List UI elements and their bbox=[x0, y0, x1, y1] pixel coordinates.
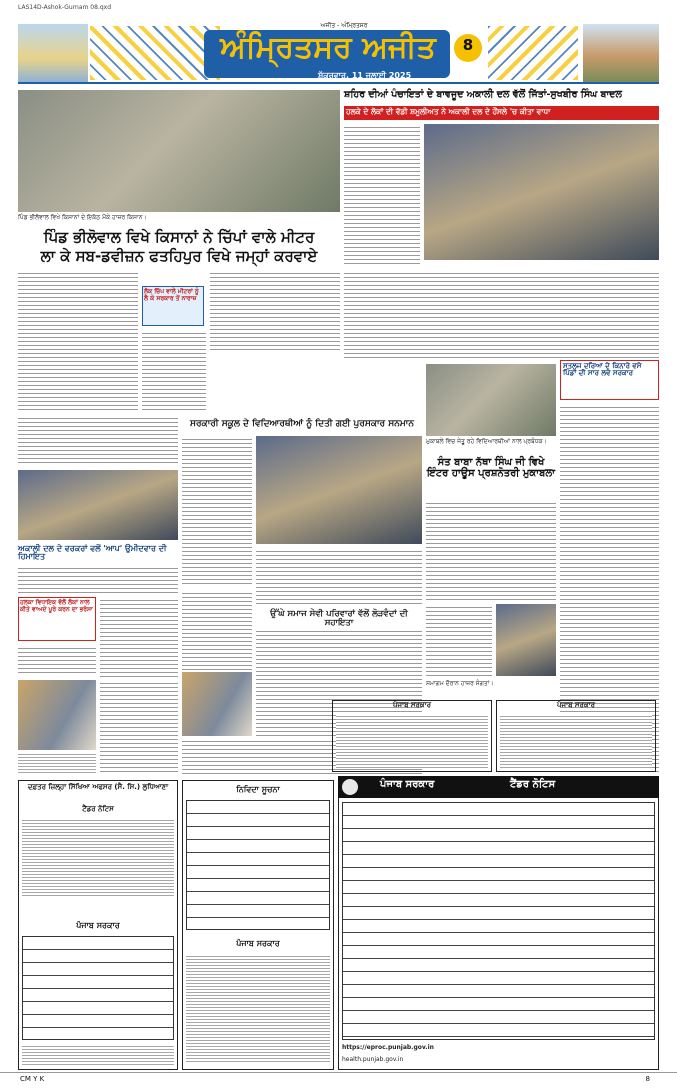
left-notice-2-title: ਪੰਜਾਬ ਸਰਕਾਰ bbox=[76, 921, 120, 930]
mid-body-right bbox=[256, 548, 422, 606]
masthead-pattern-right bbox=[488, 26, 578, 80]
mid-notice-2-title: ਪੰਜਾਬ ਸਰਕਾਰ bbox=[236, 939, 280, 948]
date-line: ਸ਼ੁੱਕਰਵਾਰ, 11 ਜੁਲਾਈ 2025 bbox=[318, 71, 412, 80]
right-mid-body-2 bbox=[426, 604, 492, 676]
left-body-3 bbox=[18, 645, 96, 675]
footer-page: 8 bbox=[645, 1075, 650, 1083]
right-box-headline: ਸਤਲੁਜ ਦਰਿਆ ਦੇ ਕਿਨਾਰੇ ਵਸੇ ਪਿੰਡਾਂ ਦੀ ਸਾਰ ਲਵੇ ਸਰਕਾਰ bbox=[563, 362, 642, 378]
temple-image bbox=[18, 24, 88, 82]
left-notice-title: ਦਫ਼ਤਰ ਜ਼ਿਲ੍ਹਾ ਸਿੱਖਿਆ ਅਫਸਰ (ਸੈ. ਸਿ.) ਲੁਧਿਆਣਾ bbox=[27, 783, 169, 791]
masthead bbox=[18, 20, 659, 84]
tender-notice-title: ਟੈਂਡਰ ਨੋਟਿਸ bbox=[510, 779, 556, 790]
right-mid-body bbox=[426, 500, 556, 600]
small-notice-right-title: ਪੰਜਾਬ ਸਰਕਾਰ bbox=[556, 701, 595, 709]
small-notice-mid-body bbox=[336, 714, 488, 768]
left-body-4 bbox=[100, 680, 178, 774]
left-notice-footer bbox=[22, 1044, 174, 1066]
mid-body-left bbox=[182, 436, 252, 586]
top-right-subhead: ਹਲਕੇ ਦੇ ਲੋਕਾਂ ਦੀ ਵੱਡੀ ਸ਼ਮੂਲੀਅਤ ਨੇ ਅਕਾਲੀ ਦਲ ਦੇ ਹੌਂਸਲੇ 'ਚ ਕੀਤਾ ਵਾਧਾ bbox=[346, 107, 551, 116]
main-headline-line2: ਲਾ ਕੇ ਸਬ-ਡਵੀਜ਼ਨ ਫਤਹਿਪੁਰ ਵਿਖੇ ਜਮ੍ਹਾਂ ਕਰਵਾਏ bbox=[40, 247, 318, 265]
meta-line: LAS14D-Ashok-Gurnam 08.qxd bbox=[18, 4, 111, 11]
monument-image bbox=[583, 24, 659, 82]
left-quote-body bbox=[100, 597, 178, 677]
page-number: 8 bbox=[462, 36, 474, 54]
footer-cmyk: CM Y K bbox=[20, 1075, 45, 1083]
bottom-mid-headline: ਉੱਘੇ ਸਮਾਜ ਸੇਵੀ ਪਰਿਵਾਰਾਂ ਵੱਲੋਂ ਲੋੜਵੰਦਾਂ ਦੀ ਸਹਾਇਤਾ bbox=[270, 609, 408, 628]
left-quote: ਹਲਕਾ ਵਿਧਾਇਕ ਵੱਲੋਂ ਲੋਕਾਂ ਨਾਲ ਕੀਤੇ ਵਾਅਦੇ ਪੂਰੇ ਕਰਨ ਦਾ ਭਰੋਸਾ bbox=[20, 599, 93, 614]
person-portrait bbox=[182, 672, 252, 736]
left-article-body-2 bbox=[18, 415, 178, 465]
students-photo bbox=[256, 436, 422, 544]
tender-punjab-sarkar: ਪੰਜਾਬ ਸਰਕਾਰ bbox=[380, 779, 435, 790]
left-mid-headline: ਅਕਾਲੀ ਦਲ ਦੇ ਵਰਕਰਾਂ ਵਲੋਂ 'ਆਪ' ਉਮੀਦਵਾਰ ਦੀ ਹਿਮਾਇਤ bbox=[18, 544, 167, 562]
tender-url: https://eproc.punjab.gov.in bbox=[342, 1044, 434, 1051]
ceremony-caption: ਸਮਾਗਮ ਦੌਰਾਨ ਹਾਜ਼ਰ ਸੰਗਤਾਂ। bbox=[426, 680, 494, 687]
masthead-title-text: ਅੰਮ੍ਰਿਤਸਰ ਅਜੀਤ bbox=[220, 30, 436, 65]
top-right-body-row bbox=[344, 270, 659, 360]
obituary-photo bbox=[18, 680, 96, 750]
right-mid-headline: ਸੰਤ ਬਾਬਾ ਨੱਥਾ ਸਿੰਘ ਜੀ ਵਿਖੇ ਇੰਟਰ ਹਾਊਸ ਪ੍ਰਸ਼ਨੋਤਰੀ ਮੁਕਾਬਲਾ bbox=[427, 457, 555, 479]
mid-headline: ਸਰਕਾਰੀ ਸਕੂਲ ਦੇ ਵਿਦਿਆਰਥੀਆਂ ਨੂੰ ਦਿਤੀ ਗਈ ਪੁਰਸਕਾਰ ਸਨਮਾਨ bbox=[189, 419, 414, 429]
top-right-headline: ਸ਼ਹਿਰ ਦੀਆਂ ਪੰਚਾਇਤਾਂ ਦੇ ਬਾਵਜੂਦ ਅਕਾਲੀ ਦਲ ਵੱਲੋਂ ਜਿੱਤਾਂ-ਸੁਖਬੀਰ ਸਿੰਘ ਬਾਦਲ bbox=[344, 89, 622, 100]
pull-quote: ਲੋਕ ਚਿੱਪ ਵਾਲੇ ਮੀਟਰਾਂ ਨੂੰ ਲੈ ਕੇ ਸਰਕਾਰ ਤੋਂ ਨਾਰਾਜ਼ bbox=[144, 288, 199, 303]
city-tag: ਅਜੀਤ - ਅੰਮ੍ਰਿਤਸਰ bbox=[320, 22, 368, 29]
mid-notice-table bbox=[186, 800, 330, 930]
footer-bar bbox=[0, 1072, 677, 1089]
award-photo-caption: ਮੁਕਾਬਲੇ ਵਿਚ ਜੇਤੂ ਰਹੇ ਵਿਦਿਆਰਥੀਆਂ ਨਾਲ ਪ੍ਰਬੰਧਕ। bbox=[426, 438, 547, 445]
ceremony-photo bbox=[496, 604, 556, 676]
mid-notice-body bbox=[186, 954, 330, 1064]
govt-emblem-icon bbox=[342, 779, 358, 795]
small-notice-mid-title: ਪੰਜਾਬ ਸਰਕਾਰ bbox=[392, 701, 431, 709]
mid-body-left-2 bbox=[182, 590, 252, 670]
main-article-body-col2 bbox=[210, 270, 340, 350]
masthead-pattern-left bbox=[90, 26, 220, 80]
award-photo bbox=[426, 364, 556, 436]
mid-notice-title: ਨਿਵਿਦਾ ਸੂਚਨਾ bbox=[236, 785, 280, 794]
left-mid-body bbox=[18, 565, 178, 595]
rally-photo bbox=[424, 124, 659, 260]
top-right-body-col1 bbox=[344, 124, 420, 264]
main-article-body-col3 bbox=[142, 330, 206, 410]
left-notice-body bbox=[22, 818, 174, 898]
main-headline-line1: ਪਿੰਡ ਭੀਲੋਵਾਲ ਵਿਖੇ ਕਿਸਾਨਾਂ ਨੇ ਚਿੱਪਾਂ ਵਾਲੇ ਮੀਟਰ bbox=[43, 228, 315, 246]
main-article-body bbox=[18, 270, 138, 410]
farmers-photo bbox=[18, 90, 340, 212]
left-notice-table bbox=[22, 936, 174, 1040]
obituary-caption bbox=[18, 752, 96, 774]
group-photo-left bbox=[18, 470, 178, 540]
tender-table bbox=[342, 802, 655, 1040]
left-notice-sub: ਟੈਂਡਰ ਨੋਟਿਸ bbox=[82, 805, 114, 813]
small-notice-right-body bbox=[500, 714, 652, 768]
farmers-photo-caption: ਪਿੰਡ ਭੀਲੋਵਾਲ ਵਿਖੇ ਕਿਸਾਨਾਂ ਦੇ ਇਕੱਠ ਮੌਕੇ ਹਾਜ਼ਰ ਕਿਸਾਨ। bbox=[18, 214, 147, 221]
tender-site: health.punjab.gov.in bbox=[342, 1056, 404, 1063]
